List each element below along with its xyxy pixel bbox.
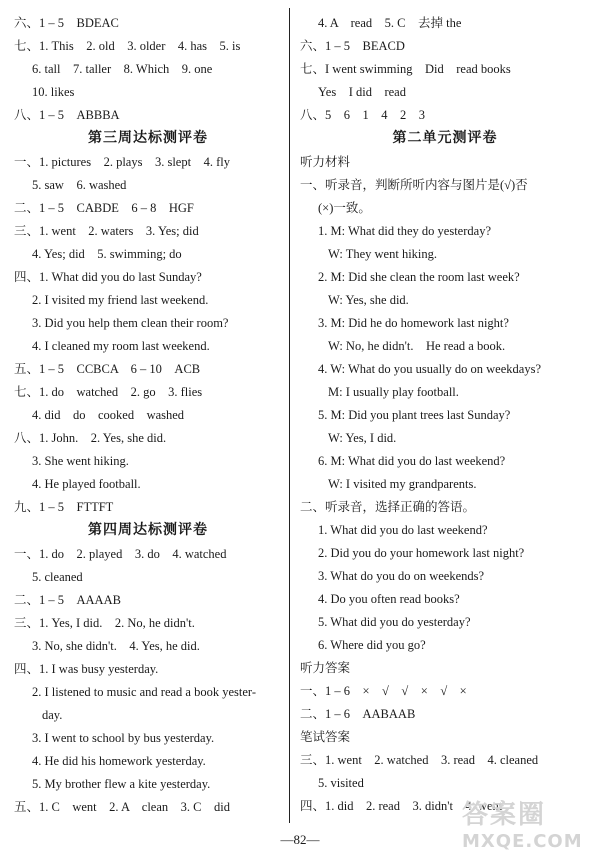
answer-line: 四、1. did 2. read 3. didn't 4. went: [300, 799, 503, 813]
answer-subline: 5. saw 6. washed: [32, 178, 127, 192]
answer-subline: 6. Where did you go?: [318, 638, 426, 652]
answer-continuation: W: I visited my grandparents.: [328, 477, 477, 491]
answer-subline: 4. He played football.: [32, 477, 141, 491]
answer-continuation: W: Yes, she did.: [328, 293, 409, 307]
answer-line: 五、1. C went 2. A clean 3. C did: [14, 800, 230, 814]
answer-line: 三、1. Yes, I did. 2. No, he didn't.: [14, 616, 195, 630]
answer-subline: 2. Did you do your homework last night?: [318, 546, 525, 560]
answer-subline: 6. tall 7. taller 8. Which 9. one: [32, 62, 213, 76]
answer-subline: 2. M: Did she clean the room last week?: [318, 270, 520, 284]
answer-subline: 2. I visited my friend last weekend.: [32, 293, 209, 307]
watermark-logo: [462, 794, 592, 854]
answer-continuation: day.: [42, 708, 63, 722]
answer-line: 一、1. pictures 2. plays 3. slept 4. fly: [14, 155, 230, 169]
answer-line: 七、I went swimming Did read books: [300, 62, 511, 76]
answer-continuation: W: No, he didn't. He read a book.: [328, 339, 506, 353]
answer-line: 二、1 – 6 AABAAB: [300, 707, 416, 721]
answer-subline: 10. likes: [32, 85, 75, 99]
column-divider: [289, 8, 290, 823]
answer-subline: 6. M: What did you do last weekend?: [318, 454, 506, 468]
right-column: [300, 12, 590, 818]
answer-subline: 3. M: Did he do homework last night?: [318, 316, 509, 330]
answer-subline: 5. What did you do yesterday?: [318, 615, 471, 629]
answer-line: 六、1 – 5 BDEAC: [14, 16, 119, 30]
answer-line: 四、1. What did you do last Sunday?: [14, 270, 202, 284]
answer-line: 一、1. do 2. played 3. do 4. watched: [14, 547, 227, 561]
answer-subline: 4. Yes; did 5. swimming; do: [32, 247, 182, 261]
answer-line: 六、1 – 5 BEACD: [300, 39, 405, 53]
answer-line: 听力答案: [300, 661, 351, 675]
answer-subline: 4. I cleaned my room last weekend.: [32, 339, 210, 353]
section-title: 第二单元测评卷: [392, 131, 498, 146]
answer-line: 九、1 – 5 FTTFT: [14, 500, 114, 514]
answer-line: 八、5 6 1 4 2 3: [300, 108, 426, 122]
answer-subline: 5. visited: [318, 776, 364, 790]
answer-line: 七、1. do watched 2. go 3. flies: [14, 385, 203, 399]
answer-subline: 3. Did you help them clean their room?: [32, 316, 229, 330]
answer-line: 笔试答案: [300, 730, 351, 744]
answer-subline: 4. He did his homework yesterday.: [32, 754, 206, 768]
answer-line: 八、1 – 5 ABBBA: [14, 108, 120, 122]
answer-line: 三、1. went 2. waters 3. Yes; did: [14, 224, 199, 238]
answer-line: 二、1 – 5 AAAAB: [14, 593, 121, 607]
watermark-title: 答案圈: [462, 800, 547, 830]
answer-subline: 3. She went hiking.: [32, 454, 129, 468]
answer-subline: 4. did do cooked washed: [32, 408, 185, 422]
answer-line: 三、1. went 2. watched 3. read 4. cleaned: [300, 753, 539, 767]
page-number: —82—: [280, 832, 320, 847]
answer-line: 一、听录音，判断所听内容与图片是(√)否: [300, 178, 528, 192]
section-title: 第四周达标测评卷: [88, 523, 208, 538]
answer-subline: 3. I went to school by bus yesterday.: [32, 731, 215, 745]
answer-subline: (×)一致。: [318, 201, 371, 215]
answer-line: 八、1. John. 2. Yes, she did.: [14, 431, 167, 445]
answer-line: 听力材料: [300, 155, 351, 169]
answer-subline: 5. My brother flew a kite yesterday.: [32, 777, 211, 791]
answer-line: 二、听录音，选择正确的答语。: [300, 500, 476, 514]
watermark-url: MXQE.COM: [462, 831, 583, 852]
answer-line: 一、1 – 6 × √ √ × √ ×: [300, 684, 467, 698]
answer-subline: Yes I did read: [318, 85, 406, 99]
answer-subline: 5. M: Did you plant trees last Sunday?: [318, 408, 511, 422]
left-column: [14, 12, 282, 819]
answer-continuation: W: They went hiking.: [328, 247, 438, 261]
answer-continuation: W: Yes, I did.: [328, 431, 397, 445]
answer-subline: 1. M: What did they do yesterday?: [318, 224, 491, 238]
section-title: 第三周达标测评卷: [88, 131, 208, 146]
answer-subline: 4. Do you often read books?: [318, 592, 460, 606]
answer-subline: 5. cleaned: [32, 570, 83, 584]
answer-line: 七、1. This 2. old 3. older 4. has 5. is: [14, 39, 241, 53]
answer-subline: 3. What do you do on weekends?: [318, 569, 485, 583]
answer-line: 四、1. I was busy yesterday.: [14, 662, 159, 676]
answer-subline: 1. What did you do last weekend?: [318, 523, 488, 537]
answer-subline: 4. W: What do you usually do on weekdays?: [318, 362, 541, 376]
answer-continuation: M: I usually play football.: [328, 385, 459, 399]
answer-subline: 2. I listened to music and read a book yester-: [32, 685, 256, 699]
answer-subline: 4. A read 5. C 去掉 the: [318, 16, 462, 30]
answer-line: 五、1 – 5 CCBCA 6 – 10 ACB: [14, 362, 201, 376]
answer-line: 二、1 – 5 CABDE 6 – 8 HGF: [14, 201, 194, 215]
answer-subline: 3. No, she didn't. 4. Yes, he did.: [32, 639, 200, 653]
